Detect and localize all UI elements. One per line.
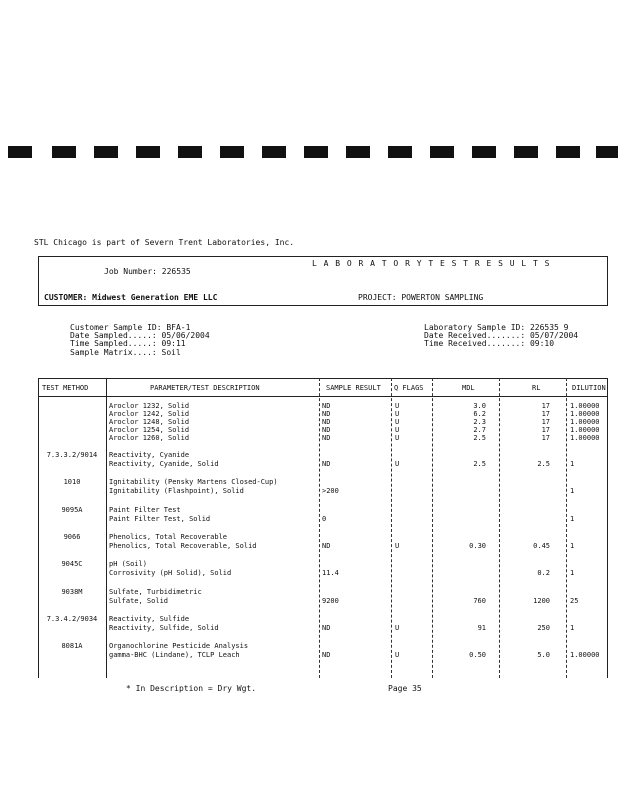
row-parameter-desc: Corrosivity (pH Solid), Solid [109, 569, 232, 577]
row-mdl: 2.5 [473, 434, 486, 442]
row-parameter-desc: Paint Filter Test, Solid [109, 515, 211, 523]
row-parameter-desc: Aroclor 1232, Solid [109, 402, 190, 410]
row-sample-result: ND [322, 542, 331, 550]
row-dilution: 25 [570, 597, 579, 605]
row-parameter-desc: Paint Filter Test [109, 506, 181, 514]
time-sampled: Time Sampled.....: 09:11 [70, 339, 186, 348]
col-sep-right [607, 378, 608, 678]
col-sep-rl [566, 378, 567, 678]
row-rl: 5.0 [537, 651, 550, 659]
row-rl: 17 [541, 434, 550, 442]
col-test-method: TEST METHOD [42, 384, 89, 392]
row-q-flag: U [395, 418, 400, 426]
row-test-method: 1010 [63, 478, 81, 486]
row-mdl: 2.3 [473, 418, 486, 426]
row-parameter-desc: Reactivity, Cyanide [109, 451, 190, 459]
date-sampled: Date Sampled.....: 05/06/2004 [70, 331, 210, 340]
row-parameter-desc: Ignitability (Pensky Martens Closed-Cup) [109, 478, 278, 486]
col-sep-left [38, 378, 39, 678]
row-parameter-desc: Phenolics, Total Recoverable, Solid [109, 542, 257, 550]
row-rl: 2.5 [537, 460, 550, 468]
project-name: PROJECT: POWERTON SAMPLING [358, 293, 484, 302]
row-q-flag: U [395, 434, 400, 442]
col-q-flags: Q FLAGS [394, 384, 424, 392]
row-parameter-desc: Phenolics, Total Recoverable [109, 533, 228, 541]
row-dilution: 1 [570, 569, 575, 577]
row-dilution: 1.00000 [570, 434, 600, 442]
row-mdl: 760 [473, 597, 486, 605]
lab-affiliation-text: STL Chicago is part of Severn Trent Laboratories, Inc. [34, 238, 295, 247]
footnote: * In Description = Dry Wgt. [126, 684, 257, 693]
row-parameter-desc: Aroclor 1260, Solid [109, 434, 190, 442]
job-number: Job Number: 226535 [104, 267, 191, 276]
row-rl: 1200 [533, 597, 550, 605]
row-dilution: 1 [570, 542, 575, 550]
row-dilution: 1.00000 [570, 651, 600, 659]
row-sample-result: 0 [322, 515, 327, 523]
row-dilution: 1.00000 [570, 426, 600, 434]
row-parameter-desc: Reactivity, Sulfide, Solid [109, 624, 219, 632]
row-sample-result: >200 [322, 487, 339, 495]
row-dilution: 1 [570, 624, 575, 632]
report-title: L A B O R A T O R Y T E S T R E S U L T S [312, 259, 551, 268]
col-dilution: DILUTION [572, 384, 606, 392]
row-test-method: 9038M [61, 588, 83, 596]
row-rl: 0.2 [537, 569, 550, 577]
row-sample-result: ND [322, 460, 331, 468]
row-dilution: 1.00000 [570, 418, 600, 426]
row-sample-result: ND [322, 418, 331, 426]
row-parameter-desc: Sulfate, Solid [109, 597, 169, 605]
row-parameter-desc: Aroclor 1248, Solid [109, 418, 190, 426]
row-sample-result: 9200 [322, 597, 339, 605]
row-mdl: 0.50 [469, 651, 486, 659]
row-dilution: 1 [570, 460, 575, 468]
row-sample-result: ND [322, 624, 331, 632]
row-test-method: 7.3.4.2/9034 [46, 615, 98, 623]
row-mdl: 6.2 [473, 410, 486, 418]
row-q-flag: U [395, 542, 400, 550]
row-rl: 17 [541, 426, 550, 434]
frame-right [607, 256, 608, 306]
row-dilution: 1.00000 [570, 410, 600, 418]
col-parameter: PARAMETER/TEST DESCRIPTION [150, 384, 260, 392]
row-dilution: 1 [570, 487, 575, 495]
time-received: Time Received.......: 09:10 [424, 339, 555, 348]
row-sample-result: 11.4 [322, 569, 339, 577]
col-sep-result [391, 378, 392, 678]
row-sample-result: ND [322, 434, 331, 442]
row-rl: 0.45 [533, 542, 550, 550]
row-parameter-desc: gamma-BHC (Lindane), TCLP Leach [109, 651, 240, 659]
row-q-flag: U [395, 624, 400, 632]
row-mdl: 2.7 [473, 426, 486, 434]
customer-sample-id: Customer Sample ID: BFA-1 [70, 323, 191, 332]
row-parameter-desc: Organochlorine Pesticide Analysis [109, 642, 249, 650]
sample-matrix: Sample Matrix....: Soil [70, 348, 181, 357]
page-number: Page 35 [388, 684, 422, 693]
col-sep-q [432, 378, 433, 678]
row-rl: 17 [541, 402, 550, 410]
row-mdl: 0.30 [469, 542, 486, 550]
col-rl: RL [532, 384, 541, 392]
col-sep-mdl [499, 378, 500, 678]
row-mdl: 91 [477, 624, 486, 632]
row-sample-result: ND [322, 410, 331, 418]
row-parameter-desc: Ignitability (Flashpoint), Solid [109, 487, 244, 495]
row-q-flag: U [395, 460, 400, 468]
customer-name: CUSTOMER: Midwest Generation EME LLC [44, 293, 218, 302]
row-mdl: 2.5 [473, 460, 486, 468]
table-header-bottom [38, 396, 608, 397]
row-dilution: 1 [570, 515, 575, 523]
date-received: Date Received.......: 05/07/2004 [424, 331, 579, 340]
col-sep-desc [319, 378, 320, 678]
row-sample-result: ND [322, 426, 331, 434]
row-q-flag: U [395, 651, 400, 659]
row-parameter-desc: pH (Soil) [109, 560, 147, 568]
frame-left [38, 256, 39, 306]
row-parameter-desc: Aroclor 1254, Solid [109, 426, 190, 434]
row-test-method: 8081A [61, 642, 83, 650]
row-mdl: 3.0 [473, 402, 486, 410]
row-sample-result: ND [322, 402, 331, 410]
row-test-method: 9095A [61, 506, 83, 514]
row-test-method: 9066 [63, 533, 81, 541]
row-dilution: 1.00000 [570, 402, 600, 410]
row-q-flag: U [395, 402, 400, 410]
row-parameter-desc: Reactivity, Sulfide [109, 615, 190, 623]
row-rl: 17 [541, 418, 550, 426]
row-q-flag: U [395, 426, 400, 434]
row-parameter-desc: Aroclor 1242, Solid [109, 410, 190, 418]
lab-sample-id: Laboratory Sample ID: 226535 9 [424, 323, 569, 332]
row-parameter-desc: Sulfate, Turbidimetric [109, 588, 202, 596]
row-q-flag: U [395, 410, 400, 418]
row-sample-result: ND [322, 651, 331, 659]
row-rl: 250 [537, 624, 550, 632]
row-rl: 17 [541, 410, 550, 418]
col-mdl: MDL [462, 384, 475, 392]
binding-marks [0, 146, 618, 160]
row-parameter-desc: Reactivity, Cyanide, Solid [109, 460, 219, 468]
header-divider [38, 305, 608, 306]
frame-top [38, 256, 608, 257]
row-test-method: 7.3.3.2/9014 [46, 451, 98, 459]
table-header-top [38, 378, 608, 379]
col-sep-method [106, 378, 107, 678]
row-test-method: 9045C [61, 560, 83, 568]
col-sample-result: SAMPLE RESULT [326, 384, 381, 392]
